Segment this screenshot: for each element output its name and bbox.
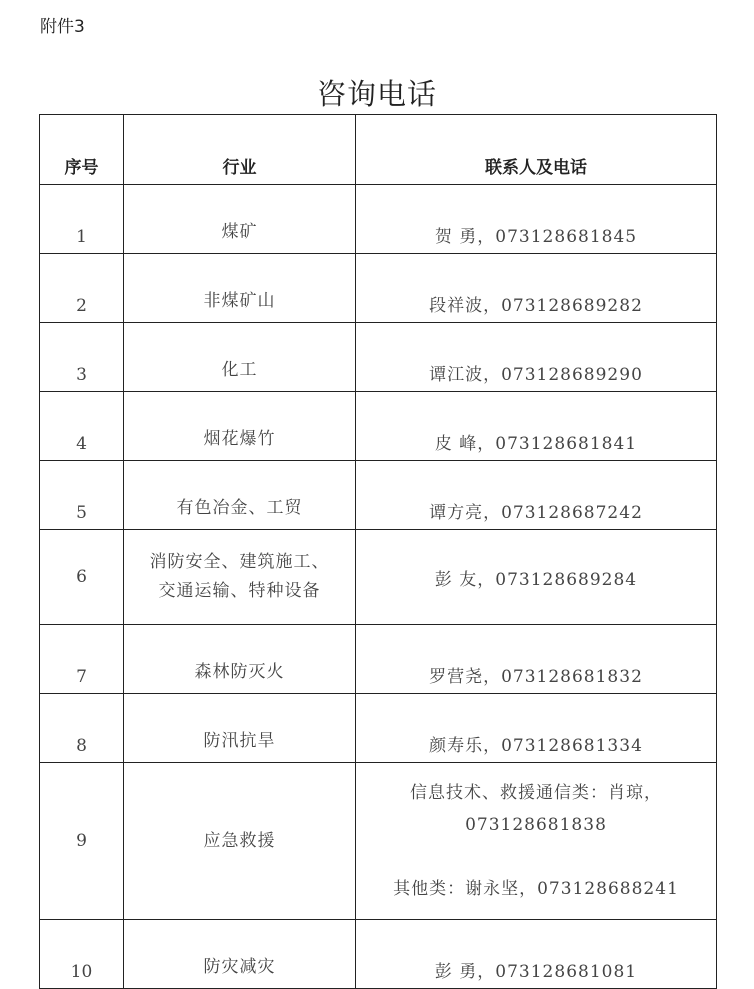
- row-industry: [124, 323, 356, 392]
- row-number: 5: [40, 461, 124, 530]
- row-number: 3: [40, 323, 124, 392]
- row-industry: [124, 185, 356, 254]
- attachment-label: 附件3: [40, 17, 85, 37]
- row-number: 9: [40, 763, 124, 920]
- row-industry: [124, 254, 356, 323]
- contact-text: 其他类：谢永坚，073128688241: [393, 879, 679, 899]
- contact-text: 颜寿乐，073128681334: [429, 736, 643, 756]
- industry-text: 消防安全、建筑施工、: [149, 552, 330, 572]
- industry-text: 有色冶金、工贸: [176, 498, 303, 518]
- table-row: [40, 763, 717, 920]
- contact-text: 罗营尧，073128681832: [429, 667, 643, 687]
- header-contact: 联系人及电话: [356, 115, 717, 185]
- row-contact: [356, 694, 717, 763]
- industry-text: 煤矿: [221, 222, 258, 242]
- industry-text: 化工: [221, 360, 258, 380]
- page-title: 咨询电话: [316, 77, 437, 111]
- contact-text: 贺 勇，073128681845: [434, 227, 638, 247]
- table-row: [40, 461, 717, 530]
- table-header-row: [40, 115, 717, 185]
- industry-text: 非煤矿山: [203, 291, 276, 311]
- industry-text: 森林防灭火: [194, 662, 285, 682]
- table-row: [40, 920, 717, 989]
- contact-text: 皮 峰，073128681841: [434, 434, 638, 454]
- table-row: [40, 254, 717, 323]
- row-contact: [356, 920, 717, 989]
- header-industry: 行业: [124, 115, 356, 185]
- row-industry: [124, 625, 356, 694]
- industry-text: 防灾减灾: [203, 957, 276, 977]
- industry-text: 应急救援: [203, 830, 276, 851]
- row-number: 2: [40, 254, 124, 323]
- table-row: [40, 625, 717, 694]
- contact-text: 彭 友，073128689284: [434, 569, 638, 590]
- row-contact: [356, 392, 717, 461]
- row-number: 1: [40, 185, 124, 254]
- row-number: 10: [40, 920, 124, 989]
- industry-text: 防汛抗旱: [203, 731, 276, 751]
- row-contact: [356, 763, 717, 920]
- table-row: [40, 392, 717, 461]
- row-industry: [124, 763, 356, 920]
- industry-text: 烟花爆竹: [203, 429, 276, 449]
- header-number: 序号: [40, 115, 124, 185]
- row-industry: [124, 920, 356, 989]
- industry-text: 交通运输、特种设备: [158, 581, 321, 601]
- row-number: 4: [40, 392, 124, 461]
- contact-text: 谭方亮，073128687242: [429, 503, 643, 523]
- contact-text: 彭 勇，073128681081: [434, 962, 638, 982]
- row-contact: [356, 254, 717, 323]
- row-industry: [124, 461, 356, 530]
- row-contact: [356, 530, 717, 625]
- row-number: 6: [40, 530, 124, 625]
- table-row: [40, 530, 717, 625]
- row-contact: [356, 461, 717, 530]
- row-contact: [356, 185, 717, 254]
- row-contact: [356, 323, 717, 392]
- table-row: [40, 185, 717, 254]
- row-industry: [124, 694, 356, 763]
- row-number: 7: [40, 625, 124, 694]
- contacts-table: [39, 114, 717, 989]
- contact-text: 段祥波，073128689282: [429, 296, 643, 316]
- table-row: [40, 694, 717, 763]
- row-industry: [124, 392, 356, 461]
- row-contact: [356, 625, 717, 694]
- row-number: 8: [40, 694, 124, 763]
- row-industry: [124, 530, 356, 625]
- contact-text: 谭江波，073128689290: [429, 365, 643, 385]
- contact-text: 信息技术、救援通信类：肖琼，073128681838: [410, 783, 662, 835]
- table-row: [40, 323, 717, 392]
